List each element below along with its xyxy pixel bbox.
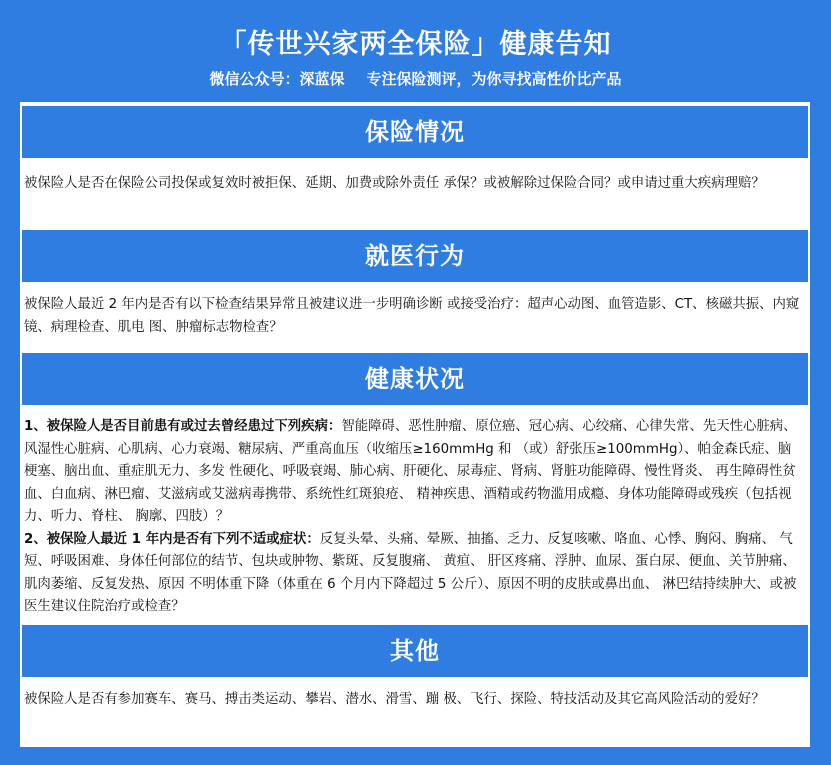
question-text: 被保险人最近 2 年内是否有以下检查结果异常且被建议进一步明确诊断 或接受治疗：超声心动图、血管造影、CT、核磁共振、内窥镜、病理检查、肌电 图、肿瘤标志物检查？ (24, 297, 800, 335)
section-body-health (24, 416, 802, 619)
question-text: 反复头晕、头痛、晕厥、抽搐、乏力、反复咳嗽、咯血、心悸、胸闷、胸痛、 气短、呼吸困难、身体任何部位的结节、包块或肿物、紫斑、反复腹痛、 黄疸、 肝区疼痛、浮肿、血尿、蛋白尿、便血、关节肿痛、肌肉萎缩、反复发热、原因 不明体重下降（体重在 6 个月内下降超过 5 公斤）、原因不明的皮肤或鼻出血、 淋巴结持续肿大、或被医生建议住院治疗或检查？ (24, 531, 797, 614)
content-sheet (20, 102, 810, 747)
question-item-2 (24, 529, 802, 619)
section-body-medical (24, 294, 802, 339)
subtitle-wechat: 微信公众号：深蓝保 (209, 70, 345, 88)
question-text: 智能障碍、恶性肿瘤、原位癌、冠心病、心绞痛、心律失常、先天性心脏病、 风湿性心脏病、心肌病、心力衰竭、糖尿病、严重高血压（收缩压≥160mmHg 和 （或）舒张压≥100mmHg）、帕金森氏症、脑梗塞、脑出血、重症肌无力、多发 性硬化、呼吸衰竭、肺心病、肝硬化、尿毒症、肾病、肾脏功能障碍、慢性肾炎、 再生障碍性贫血、白血病、淋巴瘤、艾滋病或艾滋病毒携带、系统性红斑狼疮、 精神疾患、酒精或药物滥用成瘾、身体功能障碍或残疾（包括视力、听力、脊柱、 胸廓、四肢）？ (24, 419, 797, 524)
section-heading-insurance: 保险情况 (22, 106, 808, 158)
question-text: 被保险人是否在保险公司投保或复效时被拒保、延期、加费或除外责任 承保？或被解除过保险合同？或申请过重大疾病理赔？ (24, 176, 765, 191)
subtitle-slogan: 专注保险测评，为你寻找高性价比产品 (366, 70, 622, 88)
question-item-1 (24, 416, 802, 529)
section-body-insurance (24, 173, 802, 196)
page-subtitle (0, 68, 831, 89)
question-label: 1、被保险人是否目前患有或过去曾经患过下列疾病： (24, 419, 342, 434)
section-heading-other: 其他 (22, 625, 808, 677)
section-heading-health: 健康状况 (22, 353, 808, 405)
page-title: 「传世兴家两全保险」健康告知 (219, 29, 612, 60)
section-heading-medical: 就医行为 (22, 230, 808, 282)
section-body-other (24, 689, 802, 712)
question-label: 2、被保险人最近 1 年内是否有下列不适或症状： (24, 531, 320, 547)
question-text: 被保险人是否有参加赛车、赛马、搏击类运动、攀岩、潜水、滑雪、蹦 极、飞行、探险、特技活动及其它高风险活动的爱好？ (24, 692, 765, 707)
